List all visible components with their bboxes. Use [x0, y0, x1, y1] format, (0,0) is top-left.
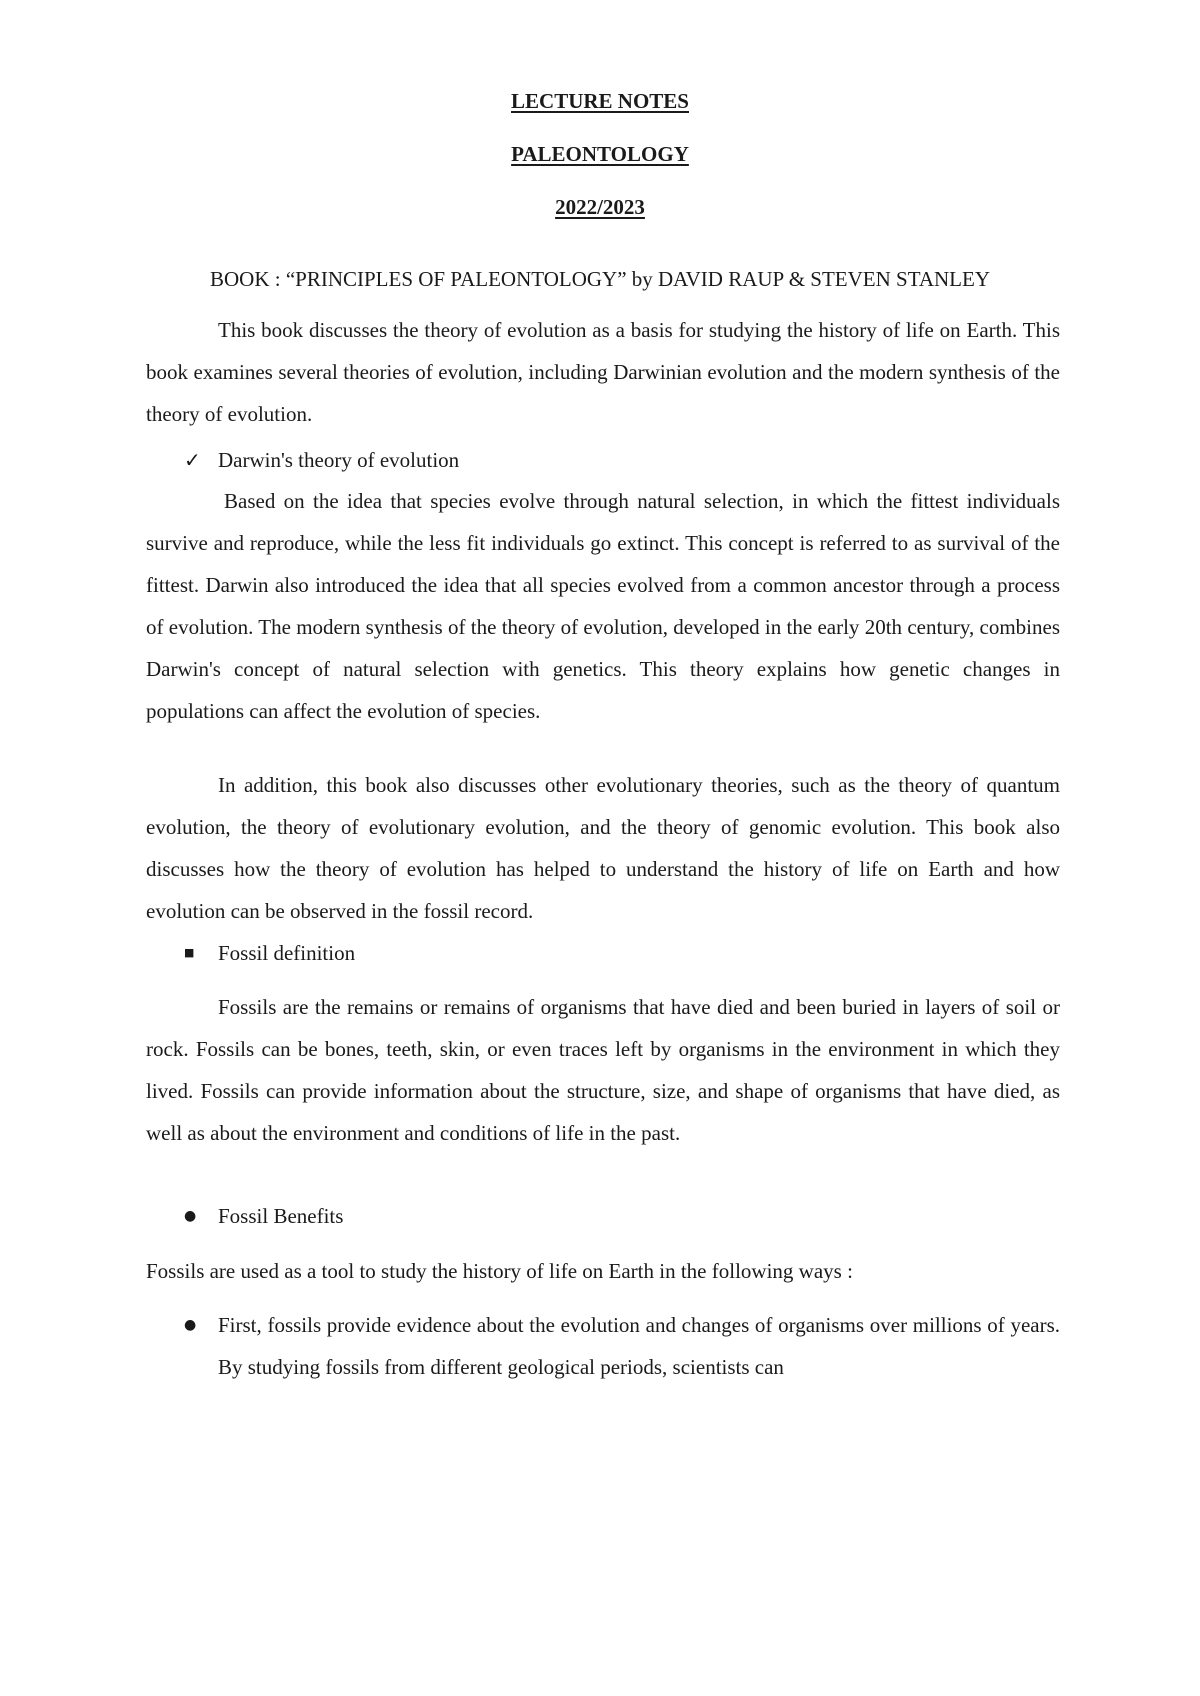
round-bullet-icon: ●	[184, 1208, 197, 1224]
intro-paragraph: This book discusses the theory of evolution as a basis for studying the history of life on Earth. This book examines several theories of evolution, including Darwinian evolution and the modern synthesis of the theory of evolution.	[146, 318, 1060, 426]
check-icon: ✓	[184, 448, 201, 472]
title-academic-year: 2022/2023	[555, 195, 645, 219]
book-reference: BOOK : “PRINCIPLES OF PALEONTOLOGY” by DAVID RAUP & STEVEN STANLEY	[209, 267, 990, 291]
title-paleontology: PALEONTOLOGY	[511, 142, 689, 166]
fossil-benefits-lead: Fossils are used as a tool to study the history of life on Earth in the following ways :	[146, 1259, 853, 1283]
list-item: First, fossils provide evidence about the evolution and changes of organisms over millions of years. By studying fossils from different geological periods, scientists can	[218, 1313, 1060, 1379]
fossil-definition-paragraph: Fossils are the remains or remains of organisms that have died and been buried in layers of soil or rock. Fossils can be bones, teeth, skin, or even traces left by organisms in the environment in which they lived. Fossils can provide information about the structure, size, and shape of organisms that have died, as well as about the environment and conditions of life in the past.	[146, 995, 1060, 1145]
square-bullet-icon: ■	[184, 946, 195, 959]
darwin-paragraph: Based on the idea that species evolve through natural selection, in which the fittest individuals survive and reproduce, while the less fit individuals go extinct. This concept is referred to as survival of the fittest. Darwin also introduced the idea that all species evolved from a common ancestor through a process of evolution. The modern synthesis of the theory of evolution, developed in the early 20th century, combines Darwin's concept of natural selection with genetics. This theory explains how genetic changes in populations can affect the evolution of species.	[146, 489, 1060, 723]
list-bullet-icon: ●	[184, 1317, 197, 1333]
addition-paragraph: In addition, this book also discusses other evolutionary theories, such as the theory of quantum evolution, the theory of evolutionary evolution, and the theory of genomic evolution. This book also discusses how the theory of evolution has helped to understand the history of life on Earth and how evolution can be observed in the fossil record.	[146, 773, 1060, 923]
darwin-heading: Darwin's theory of evolution	[218, 448, 460, 472]
fossil-definition-heading: Fossil definition	[218, 941, 356, 965]
fossil-benefits-heading: Fossil Benefits	[218, 1204, 344, 1228]
title-lecture-notes: LECTURE NOTES	[511, 89, 689, 113]
